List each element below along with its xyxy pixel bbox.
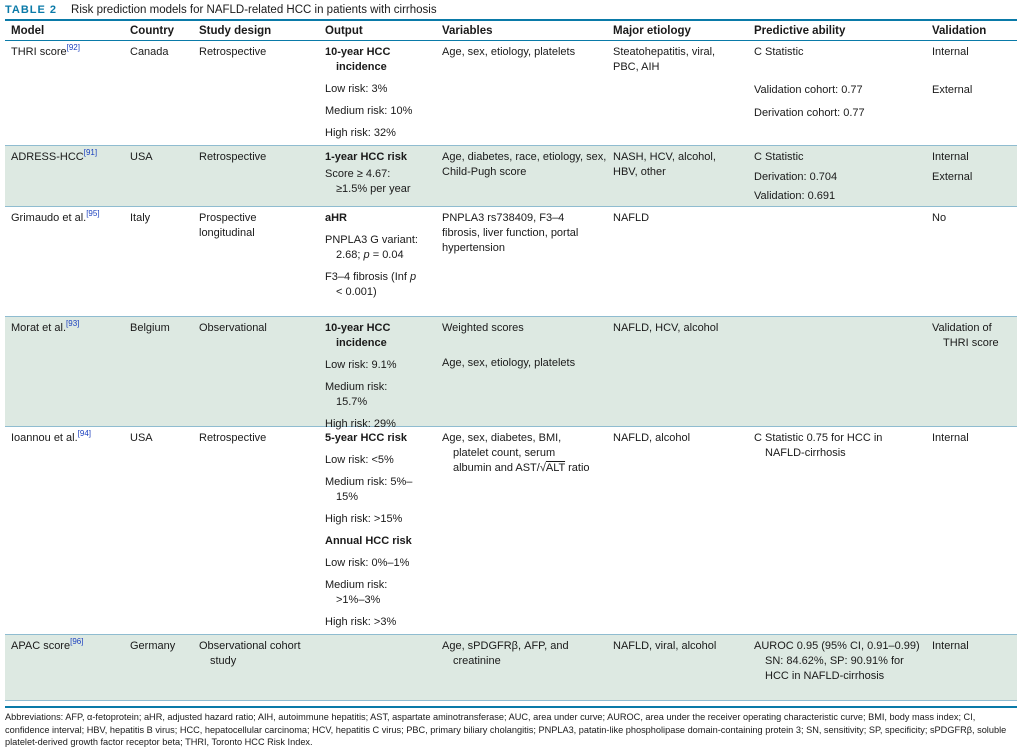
cell-output	[325, 211, 425, 307]
table-footnote: Abbreviations: AFP, α-fetoprotein; aHR, adjusted hazard ratio; AIH, autoimmune hepatitis; AST, aspartate aminotransferase; AUC, area under curve; AUROC, area under the receiver operating characteristic curve; BMI, body mass index; CI, confidence interval; HBV, hepatitis B virus; HCC, hepatocellular carcinoma; HCV, hepatitis C virus; PBC, primary biliary cholangitis; PNPLA3, patatin-like phospholipase domain-containing protein 3; SN, sensitivity; SP, specificity; sPDGFRβ, soluble platelet-derived growth factor receptor beta; THRI, Toronto HCC Risk Index.	[5, 706, 1017, 749]
cell-etiology: NASH, HCV, alcohol, HBV, other	[613, 151, 716, 178]
header-output: Output	[325, 25, 363, 37]
predictive-item: C Statistic	[754, 46, 804, 58]
output-item: Medium risk: 15.7%	[325, 381, 388, 408]
output-title: 1-year HCC risk	[325, 151, 407, 163]
table-row	[5, 146, 1017, 207]
predictive-item: Derivation cohort: 0.77	[754, 107, 865, 119]
cell-etiology: Steatohepatitis, viral, PBC, AIH	[613, 46, 716, 73]
cell-validation: Internal	[932, 432, 969, 444]
cell-country: Canada	[130, 46, 169, 58]
output-item: High risk: 32%	[325, 127, 396, 139]
reference-link[interactable]: [93]	[66, 319, 80, 328]
output-item: Medium risk: 5%–15%	[325, 476, 413, 503]
cell-model: THRI score[92]	[11, 43, 80, 58]
cell-etiology: NAFLD	[613, 212, 650, 224]
cell-study-design: Retrospective	[199, 151, 267, 163]
header-study-design: Study design	[199, 25, 272, 37]
predictive-item: Validation: 0.691	[754, 190, 836, 202]
cell-country: Belgium	[130, 322, 170, 334]
output-title: 5-year HCC risk	[325, 432, 407, 444]
output-item: F3–4 fibrosis (Inf p < 0.001)	[325, 271, 417, 298]
cell-variables: PNPLA3 rs738409, F3–4 fibrosis, liver function, portal hypertension	[442, 212, 579, 254]
output-item: Medium risk: 10%	[325, 105, 413, 117]
cell-model: APAC score[96]	[11, 637, 84, 652]
cell-country: USA	[130, 432, 153, 444]
cell-study-design: Observational cohort study	[199, 640, 301, 667]
cell-country: Germany	[130, 640, 176, 652]
validation-item: External	[932, 171, 973, 183]
cell-validation: Validation of THRI score	[932, 322, 999, 349]
output-title: Annual HCC risk	[325, 535, 412, 547]
cell-variables: Age, sex, diabetes, BMI, platelet count, serum albumin and AST/√ALT ratio	[442, 432, 590, 474]
table-row	[5, 317, 1017, 430]
cell-validation: Internal	[932, 640, 969, 652]
cell-variables: Age, sex, etiology, platelets	[442, 46, 576, 58]
cell-predictive-ability: C Statistic 0.75 for HCC in NAFLD-cirrhosis	[754, 432, 883, 459]
cell-country: Italy	[130, 212, 151, 224]
cell-output	[325, 431, 429, 637]
cell-output	[325, 45, 425, 148]
predictive-item: C Statistic	[754, 151, 804, 163]
reference-link[interactable]: [94]	[77, 429, 92, 438]
output-item: High risk: >3%	[325, 616, 397, 628]
cell-output	[325, 150, 435, 197]
output-title: aHR	[325, 212, 348, 224]
output-item: Medium risk: >1%–3%	[325, 579, 388, 606]
cell-model: Morat et al.[93]	[11, 319, 80, 334]
header-variables: Variables	[442, 25, 493, 37]
output-score-rate: ≥1.5% per year	[336, 183, 411, 195]
output-item: High risk: 29%	[325, 418, 396, 430]
output-item: High risk: >15%	[325, 513, 403, 525]
cell-output	[325, 321, 425, 439]
table-row	[5, 635, 1017, 701]
reference-link[interactable]: [95]	[86, 209, 100, 218]
reference-link[interactable]: [96]	[70, 637, 84, 646]
variables-item: Weighted scores	[442, 322, 524, 334]
table-title: Risk prediction models for NAFLD-related HCC in patients with cirrhosis	[71, 4, 437, 16]
output-item: Low risk: 0%–1%	[325, 557, 410, 569]
predictive-item: Derivation: 0.704	[754, 171, 838, 183]
table-row	[5, 207, 1017, 317]
table-caption	[5, 2, 1017, 18]
cell-study-design: Prospective longitudinal	[199, 212, 257, 239]
output-score: Score ≥ 4.67:	[325, 168, 391, 180]
cell-variables: Age, sPDGFRβ, AFP, and creatinine	[442, 640, 569, 667]
header-major-etiology: Major etiology	[613, 25, 691, 37]
table-header	[5, 19, 1017, 41]
header-validation: Validation	[932, 25, 987, 37]
output-item: Low risk: 3%	[325, 83, 388, 95]
cell-country: USA	[130, 151, 153, 163]
cell-predictive-ability: AUROC 0.95 (95% CI, 0.91–0.99) SN: 84.62%, SP: 90.91% for HCC in NAFLD-cirrhosis	[754, 640, 920, 682]
cell-etiology: NAFLD, viral, alcohol	[613, 640, 717, 652]
header-country: Country	[130, 25, 175, 37]
cell-model: Grimaudo et al.[95]	[11, 209, 100, 224]
output-item: PNPLA3 G variant: 2.68; p = 0.04	[325, 234, 418, 261]
predictive-item: Validation cohort: 0.77	[754, 84, 863, 96]
cell-study-design: Retrospective	[199, 46, 267, 58]
cell-validation: No	[932, 212, 947, 224]
validation-item: Internal	[932, 151, 969, 163]
header-model: Model	[11, 25, 45, 37]
cell-study-design: Retrospective	[199, 432, 267, 444]
reference-link[interactable]: [92]	[66, 43, 80, 52]
output-item: Low risk: 9.1%	[325, 359, 397, 371]
variables-item: Age, sex, etiology, platelets	[442, 357, 576, 369]
output-title: 10-year HCC incidence	[325, 322, 391, 349]
cell-model: Ioannou et al.[94]	[11, 429, 92, 444]
cell-study-design: Observational	[199, 322, 267, 334]
cell-model: ADRESS-HCC[91]	[11, 148, 98, 163]
reference-link[interactable]: [91]	[83, 148, 98, 157]
table-label: TABLE 2	[5, 4, 58, 16]
cell-variables: Age, diabetes, race, etiology, sex, Child-Pugh score	[442, 151, 607, 178]
output-title: 10-year HCC incidence	[325, 46, 391, 73]
validation-item: Internal	[932, 46, 969, 58]
header-predictive-ability: Predictive ability	[754, 25, 846, 37]
output-item: Low risk: <5%	[325, 454, 394, 466]
table-row	[5, 427, 1017, 635]
cell-etiology: NAFLD, HCV, alcohol	[613, 322, 719, 334]
cell-etiology: NAFLD, alcohol	[613, 432, 691, 444]
table-row	[5, 41, 1017, 146]
validation-item: External	[932, 84, 973, 96]
